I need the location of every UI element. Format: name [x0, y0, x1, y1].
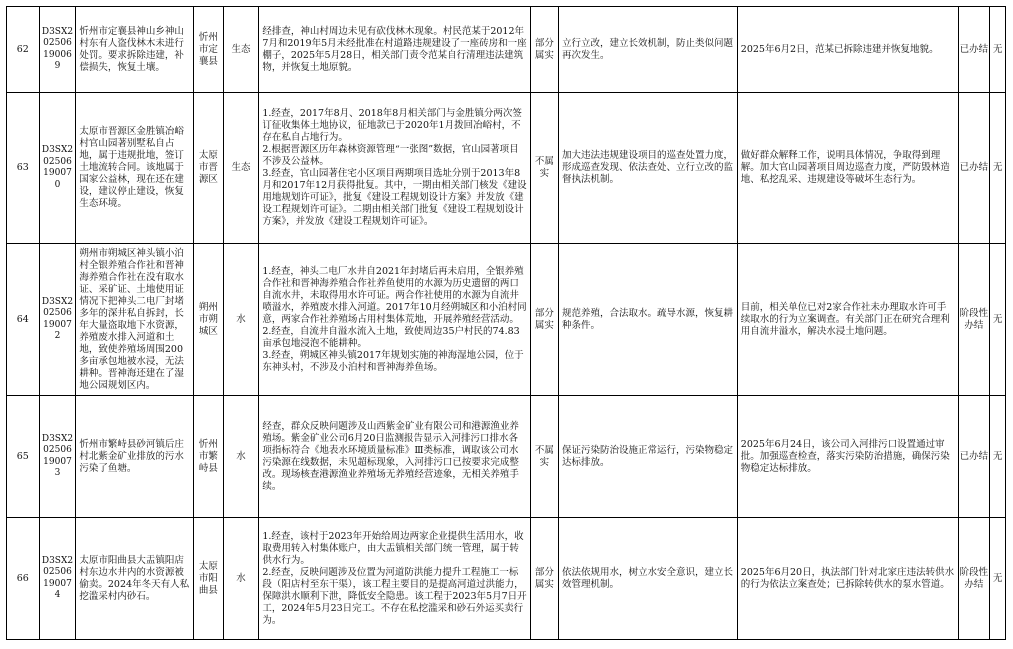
accountability: 无 [990, 244, 1006, 396]
investigation-result: 1.经查，2017年8月、2018年8月相关部门与金胜镇分两次签订征收集体土地协议，征地款已于2020年1月拨回冶峪村，不存在私自占地行为。 2.根据晋源区历年森林资源管理“一张图”数据，官山园著项目不涉及公益林。 3.经查，官山园著住宅小区项目两期项目选址分别于2013年8月和2017年12月获得批复。其中，一期由相关部门核发《建设用地规划许可证》，批复《建设工程规划设计方案》并发放《建设工程规划许可证》。二期由相关部门批复《建设工程规划设计方案》，并发放《建设工程规划许可证》。 [259, 93, 530, 244]
complaint-content: 太原市晋源区金胜镇冶峪村官山园著别墅私自占地，属于违规批地，签订土地流转合同。该地属于国家公益林，现在还在建设，建议停止建设，恢复生态环境。 [76, 93, 194, 244]
case-code: D3SX2 02506 19007 2 [39, 244, 76, 396]
case-code: D3SX2 02506 19007 0 [39, 93, 76, 244]
verdict: 部分属实 [530, 244, 558, 396]
case-code: D3SX2 02506 19007 4 [39, 518, 76, 640]
row-number: 63 [7, 93, 40, 244]
district: 忻州市定襄县 [194, 7, 223, 93]
district: 朔州市朔城区 [194, 244, 223, 396]
row-number: 62 [7, 7, 40, 93]
row-number: 64 [7, 244, 40, 396]
complaint-content: 忻州市定襄县神山乡神山村东有人盗伐林木未进行处罚。要求拆除违建，补偿损失，恢复土壤。 [76, 7, 194, 93]
pollution-category: 生态 [223, 93, 259, 244]
complaint-table [6, 6, 1006, 640]
complaint-content: 忻州市繁峙县砂河镇后庄村北紫金矿业排放的污水污染了鱼塘。 [76, 396, 194, 518]
complaint-content: 朔州市朔城区神头镇小泊村全银养殖合作社和晋神海养殖合作社在没有取水证、采矿证、土地使用证情况下把神头二电厂封堵多年的深井私自拆封，长年大量盗取地下水资源，养殖废水排入河道和土地，致使养殖场周围200多亩承包地被水浸，无法耕种。晋神海还建在了湿地公园规划区内。 [76, 244, 194, 396]
investigation-result: 1.经查，该村于2023年开始给周边两家企业提供生活用水，收取费用转入村集体账户，由大盂镇相关部门统一管理，属于转供水行为。 2.经查，反映问题涉及位置为河道防洪能力提升工程施工一标段（阳店村至东干渠），该工程主要目的是提高河道过洪能力，保障洪水顺利下泄，降低安全隐患。该工程于2023年5月7日开工，2024年5月23日完工。不存在私挖滥采和砂石外运买卖行为。 [259, 518, 530, 640]
status: 已办结 [958, 396, 990, 518]
table-row [7, 244, 1006, 396]
progress: 做好群众解释工作，说明具体情况，争取得到理解。加大官山园著项目周边巡查力度，严防毁林造地、私挖乱采、违规建设等破坏生态行为。 [737, 93, 958, 244]
accountability: 无 [990, 93, 1006, 244]
case-code: D3SX2 02506 19006 9 [39, 7, 76, 93]
status: 已办结 [958, 7, 990, 93]
investigation-result: 经查，群众反映问题涉及山西紫金矿业有限公司和港源渔业养殖场。紫金矿业公司6月20日监测报告显示入河排污口排水各项指标符合《地表水环境质量标准》Ⅲ类标准，调取该公司水污染源在线数据，未见超标现象，入河排污口已按要求完成整改。现场核查港源渔业养殖场无养殖经营迹象，无相关养殖手续。 [259, 396, 530, 518]
table-row [7, 93, 1006, 244]
verdict: 部分属实 [530, 518, 558, 640]
district: 太原市晋源区 [194, 93, 223, 244]
district: 忻州市繁峙县 [194, 396, 223, 518]
accountability: 无 [990, 7, 1006, 93]
row-number: 66 [7, 518, 40, 640]
status: 已办结 [958, 93, 990, 244]
pollution-category: 水 [223, 244, 259, 396]
accountability: 无 [990, 518, 1006, 640]
investigation-result: 经排查，神山村周边未见有砍伐林木现象。村民范某于2012年7月和2019年5月未经批准在村道路违规建设了一座砖房和一座棚子，2025年5月28日，相关部门责令范某自行清理违法建筑物，并恢复土地原貌。 [259, 7, 530, 93]
verdict: 部分属实 [530, 7, 558, 93]
pollution-category: 生态 [223, 7, 259, 93]
rectification-measures: 规范养殖，合法取水。疏导水源，恢复耕种条件。 [559, 244, 738, 396]
status: 阶段性办结 [958, 518, 990, 640]
table-row [7, 396, 1006, 518]
accountability: 无 [990, 396, 1006, 518]
rectification-measures: 加大违法违规建设项目的巡查处置力度，形成巡查发现、依法查处、立行立改的监督执法机制。 [559, 93, 738, 244]
complaint-content: 太原市阳曲县大盂镇阳店村东边水井内的水资源被偷卖。2024年冬天有人私挖滥采村内砂石。 [76, 518, 194, 640]
verdict: 不属实 [530, 396, 558, 518]
district: 太原市阳曲县 [194, 518, 223, 640]
rectification-measures: 依法依规用水，树立水安全意识，建立长效管理机制。 [559, 518, 738, 640]
pollution-category: 水 [223, 396, 259, 518]
table-row [7, 518, 1006, 640]
progress: 2025年6月2日，范某已拆除违建并恢复地貌。 [737, 7, 958, 93]
rectification-measures: 立行立改，建立长效机制，防止类似问题再次发生。 [559, 7, 738, 93]
investigation-result: 1.经查，神头二电厂水井自2021年封堵后再未启用，全银养殖合作社和晋神海养殖合作社养鱼使用的水源为历史遗留的两口自流水井，未取得用水许可证。两合作社使用的水源为自流井喷溢水，养殖废水排入河道。2017年10月经朔城区和小泊村同意，两家合作社养殖场占用村集体荒地，开展养殖经营活动。 2.经查，自流井自溢水流入土地，致使周边35户村民的74.83亩承包地浸泡不能耕种。 3.经查，朔城区神头镇2017年规划实施的神海湿地公园，位于东神头村，不涉及小泊村和晋神海养鱼场。 [259, 244, 530, 396]
pollution-category: 水 [223, 518, 259, 640]
progress: 2025年6月20日，执法部门针对北家庄违法转供水的行为依法立案查处；已拆除转供水的泵水管道。 [737, 518, 958, 640]
table-row [7, 7, 1006, 93]
rectification-measures: 保证污染防治设施正常运行，污染物稳定达标排放。 [559, 396, 738, 518]
progress: 目前，相关单位已对2家合作社未办理取水许可手续取水的行为立案调查。有关部门正在研究合理利用自流井溢水，解决水浸土地问题。 [737, 244, 958, 396]
progress: 2025年6月24日，该公司入河排污口设置通过审批。加强巡查检查，落实污染防治措施，确保污染物稳定达标排放。 [737, 396, 958, 518]
verdict: 不属实 [530, 93, 558, 244]
status: 阶段性办结 [958, 244, 990, 396]
row-number: 65 [7, 396, 40, 518]
case-code: D3SX2 02506 19007 3 [39, 396, 76, 518]
